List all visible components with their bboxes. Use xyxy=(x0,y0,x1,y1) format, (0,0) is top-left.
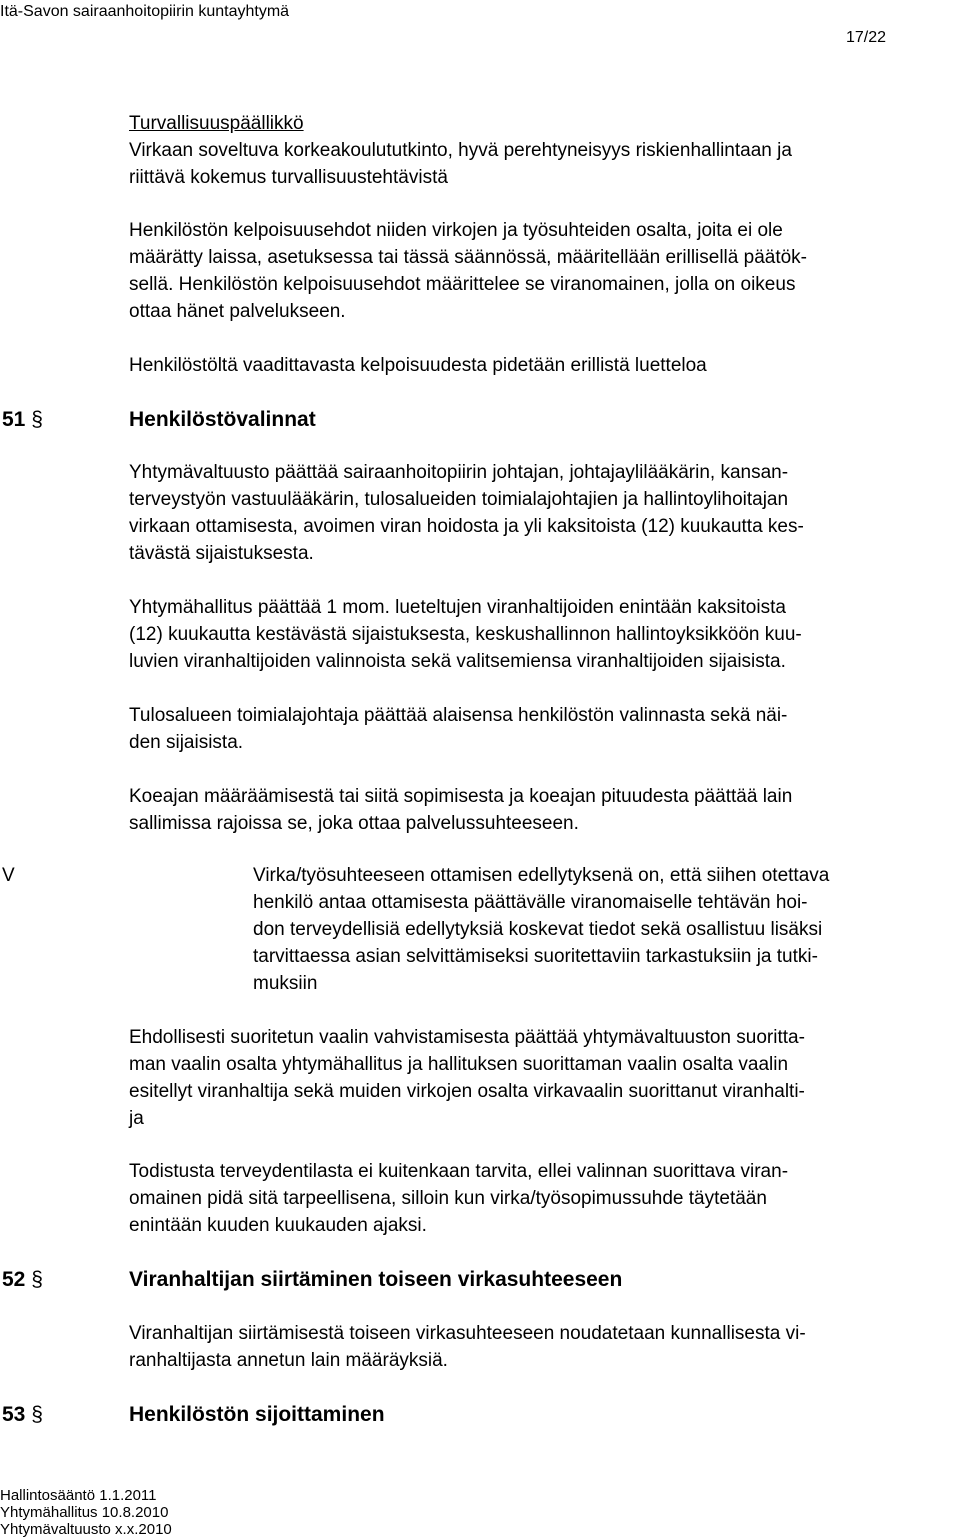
text-line: tarvittaessa asian selvittämiseksi suoritettaviin tarkastuksiin ja tutki- xyxy=(253,946,818,967)
text-line: Viranhaltijan siirtämisestä toiseen virkasuhteeseen noudatetaan kunnallisesta vi- xyxy=(129,1323,806,1344)
text-line: Henkilöstöltä vaadittavasta kelpoisuudesta pidetään erillistä luetteloa xyxy=(129,355,707,376)
text-line: Todistusta terveydentilasta ei kuitenkaan tarvita, ellei valinnan suorittava viran- xyxy=(129,1161,789,1182)
text-line: Virka/työsuhteeseen ottamisen edellytyksenä on, että siihen otettava xyxy=(253,865,830,886)
text-line: enintään kuuden kuukauden ajaksi. xyxy=(129,1215,427,1236)
text-line: esitellyt viranhaltija sekä muiden virkojen osalta virkavaalin suorittanut viranhalti- xyxy=(129,1081,805,1102)
text-line: riittävä kokemus turvallisuustehtävistä xyxy=(129,167,448,188)
text-line: Virkaan soveltuva korkeakoulututkinto, hyvä perehtyneisyys riskienhallintaan ja xyxy=(129,140,792,161)
qualification-list-paragraph xyxy=(129,352,707,379)
section51-paragraph-6 xyxy=(129,1158,788,1239)
text-line: ranhaltijasta annetun lain määräyksiä. xyxy=(129,1350,448,1371)
text-line: henkilö antaa ottamisesta päättävälle viranomaiselle tehtävän hoi- xyxy=(253,892,808,913)
text-line: luvien viranhaltijoiden valinnoista sekä valitsemiensa viranhaltijoiden sijaisista. xyxy=(129,651,786,672)
v-marker: V xyxy=(2,865,15,886)
text-line: sallimissa rajoissa se, joka ottaa palvelussuhteeseen. xyxy=(129,813,579,834)
footer-line: Hallintosääntö 1.1.2011 xyxy=(0,1487,157,1504)
text-line: don terveydellisiä edellytyksiä koskevat tiedot sekä osallistuu lisäksi xyxy=(253,919,823,940)
footer-line: Yhtymävaltuusto x.x.2010 xyxy=(0,1521,172,1538)
section51-paragraph-5 xyxy=(129,1024,805,1132)
text-line: Ehdollisesti suoritetun vaalin vahvistamisesta päättää yhtymävaltuuston suoritta- xyxy=(129,1027,805,1048)
text-line: sellä. Henkilöstön kelpoisuusehdot määrittelee se viranomainen, jolla on oikeus xyxy=(129,274,796,295)
text-line: Yhtymähallitus päättää 1 mom. lueteltujen viranhaltijoiden enintään kaksitoista xyxy=(129,597,786,618)
page-number: 17/22 xyxy=(846,29,887,46)
text-line: määrätty laissa, asetuksessa tai tässä säännössä, määritellään erillisellä päätök- xyxy=(129,247,807,268)
text-line: muksiin xyxy=(253,973,318,994)
section51-paragraph-3 xyxy=(129,702,787,756)
text-line: ottaa hänet palvelukseen. xyxy=(129,301,346,322)
text-line: (12) kuukautta kestävästä sijaistuksesta, keskushallinnon hallintoyksikköön kuu- xyxy=(129,624,802,645)
section-symbol: § xyxy=(31,1403,43,1426)
security-manager-title: Turvallisuuspäällikkö xyxy=(129,113,304,134)
organization-name: Itä-Savon sairaanhoitopiirin kuntayhtymä xyxy=(0,3,290,20)
section51-paragraph-4 xyxy=(129,783,792,837)
section-number-53: 53 § xyxy=(2,1403,43,1426)
text-line: Yhtymävaltuusto päättää sairaanhoitopiirin johtajan, johtajaylilääkärin, kansan- xyxy=(129,462,789,483)
section52-paragraph-1 xyxy=(129,1320,806,1374)
section-title-52: Viranhaltijan siirtäminen toiseen virkasuhteeseen xyxy=(129,1268,623,1291)
text-line: Tulosalueen toimialajohtaja päättää alaisensa henkilöstön valinnasta sekä näi- xyxy=(129,705,788,726)
section-symbol: § xyxy=(31,408,43,431)
section51-paragraph-2 xyxy=(129,594,802,675)
security-manager-block xyxy=(129,110,792,191)
section51-paragraph-1 xyxy=(129,459,804,567)
footer xyxy=(0,1487,172,1538)
text-line: man vaalin osalta yhtymähallitus ja hallituksen suorittaman vaalin osalta vaalin xyxy=(129,1054,789,1075)
section-title-51: Henkilöstövalinnat xyxy=(129,408,316,431)
section-symbol: § xyxy=(31,1268,43,1291)
v-block-paragraph xyxy=(253,862,829,997)
text-line: omainen pidä sitä tarpeellisena, silloin kun virka/työsopimussuhde täytetään xyxy=(129,1188,767,1209)
text-line: virkaan ottamisesta, avoimen viran hoidosta ja yli kaksitoista (12) kuukautta kes- xyxy=(129,516,804,537)
qualification-paragraph xyxy=(129,217,807,325)
text-line: Henkilöstön kelpoisuusehdot niiden virkojen ja työsuhteiden osalta, joita ei ole xyxy=(129,220,783,241)
section-number-51: 51 § xyxy=(2,408,43,431)
text-line: den sijaisista. xyxy=(129,732,244,753)
text-line: Koeajan määräämisestä tai siitä sopimisesta ja koeajan pituudesta päättää lain xyxy=(129,786,793,807)
section-title-53: Henkilöstön sijoittaminen xyxy=(129,1403,385,1426)
text-line: ja xyxy=(129,1108,144,1129)
text-line: tävästä sijaistuksesta. xyxy=(129,543,314,564)
text-line: terveystyön vastuulääkärin, tulosalueiden toimialajohtajien ja hallintoylihoitajan xyxy=(129,489,789,510)
section-number-52: 52 § xyxy=(2,1268,43,1291)
footer-line: Yhtymähallitus 10.8.2010 xyxy=(0,1504,169,1521)
